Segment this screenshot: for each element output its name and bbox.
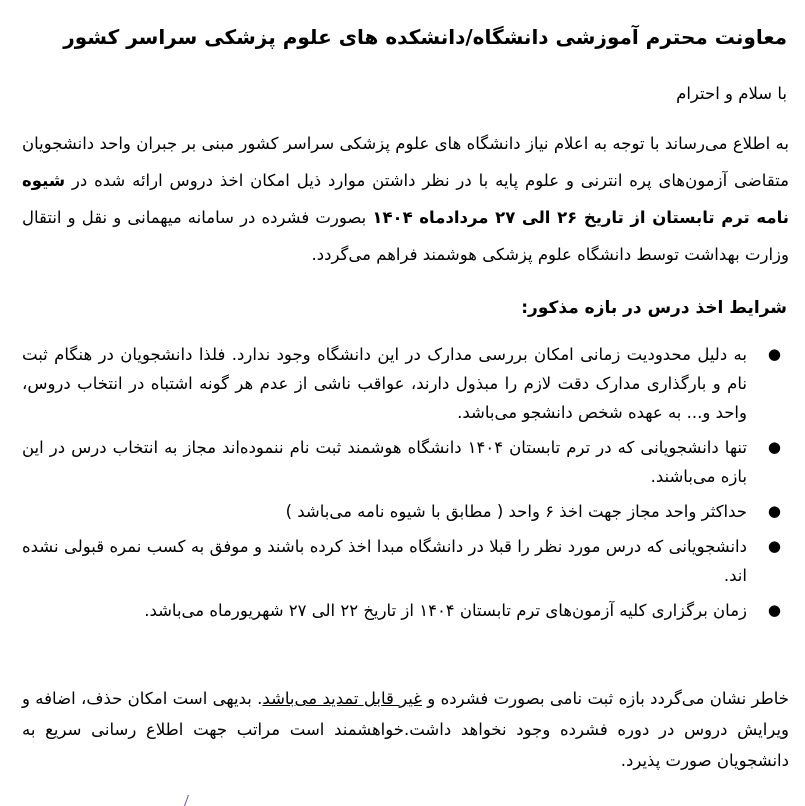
condition-text: دانشجویانی که درس مورد نظر را قبلا در دانشگاه مبدا اخذ کرده باشند و موفق به کسب نمره قبولی نشده اند.: [22, 537, 747, 585]
list-item: [22, 433, 789, 491]
conditions-title: شرایط اخذ درس در بازه مذکور:: [521, 298, 787, 318]
bullet-icon: ●: [767, 601, 781, 619]
bullet-icon: ●: [767, 502, 781, 520]
closing-text-end: . بدیهی است امکان حذف، اضافه و ویرایش دروس در دوره فشرده وجود نخواهد داشت.خواهشمند است مراتب جهت اطلاع رسانی سریع به دانشجویان صورت پذیرد.: [22, 689, 789, 770]
closing-paragraph: [22, 683, 789, 776]
bullet-icon: ●: [767, 345, 781, 363]
condition-text: تنها دانشجویانی که در ترم تابستان ۱۴۰۴ دانشگاه هوشمند ثبت نام ننموده‌اند مجاز به انتخاب درس در این بازه می‌باشند.: [22, 438, 747, 486]
list-item: [22, 596, 789, 625]
intro-paragraph: [22, 125, 789, 273]
list-item: [22, 532, 789, 590]
condition-text: زمان برگزاری کلیه آزمون‌های ترم تابستان ۱۴۰۴ از تاریخ ۲۲ الی ۲۷ شهریورماه می‌باشد.: [144, 601, 747, 620]
closing-underlined-text: غیر قابل تمدید می‌باشد: [262, 689, 422, 708]
intro-text-end: بصورت فشرده در سامانه میهمانی و نقل و انتقال وزارت بهداشت توسط دانشگاه علوم پزشکی هوشمند فراهم می‌گردد.: [22, 208, 789, 264]
condition-text: به دلیل محدودیت زمانی امکان بررسی مدارک در این دانشگاه وجود ندارد. فلذا دانشجویان در هنگام ثبت نام و بارگذاری مدارک دقت لازم را مبذول دارند، عواقب ناشی از عدم هر گونه اشتباه در انتخاب دروس، واحد و... به عهده شخص دانشجو می‌باشد.: [22, 345, 747, 422]
intro-text-start: به اطلاع می‌رساند با توجه به اعلام نیاز دانشگاه های علوم پزشکی سراسر کشور مبنی بر جبران واحد دانشجویان متقاضی آزمون‌های پره انترنی و علوم پایه با در نظر داشتن موارد ذیل امکان اخذ دروس ارائه شده در: [22, 134, 789, 190]
bullet-icon: ●: [767, 438, 781, 456]
intro-bold-dates: شیوه نامه ترم تابستان از تاریخ ۲۶ الی ۲۷ مردادماه ۱۴۰۴: [22, 171, 789, 227]
condition-text: حداکثر واحد مجاز جهت اخذ ۶ واحد ( مطابق با شیوه نامه می‌باشد ): [285, 502, 747, 521]
letter-heading: معاونت محترم آموزشی دانشگاه/دانشکده های علوم پزشکی سراسر کشور: [63, 25, 787, 49]
bullet-icon: ●: [767, 537, 781, 555]
greeting-line: با سلام و احترام: [676, 84, 787, 103]
conditions-list: [22, 340, 789, 631]
closing-text-start: خاطر نشان می‌گردد بازه ثبت نامی بصورت فشرده و: [427, 689, 790, 708]
list-item: [22, 340, 789, 427]
list-item: [22, 497, 789, 526]
pen-mark: [184, 795, 193, 806]
